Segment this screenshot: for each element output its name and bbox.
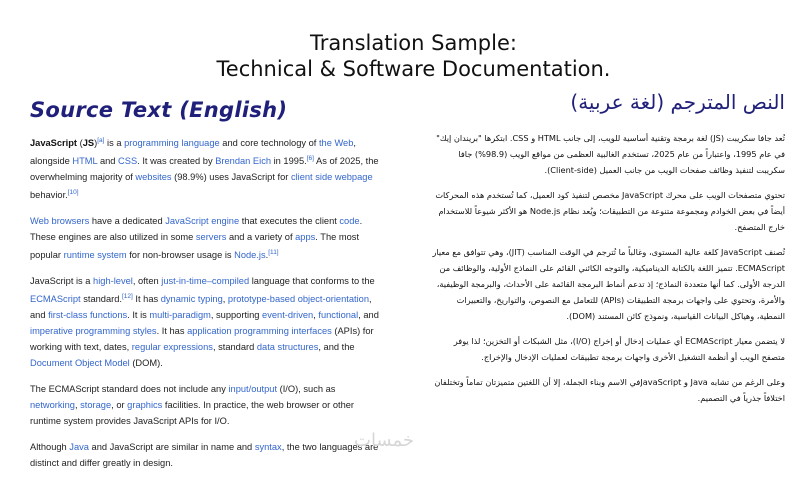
title-line-2: Technical & Software Documentation.: [216, 57, 611, 81]
text: (I/O), such as: [277, 384, 336, 395]
link[interactable]: regular expressions: [131, 342, 213, 353]
text: , or: [111, 400, 128, 411]
text: and core technology of: [219, 138, 319, 149]
link[interactable]: Brendan Eich: [215, 156, 272, 167]
link[interactable]: Web browsers: [30, 216, 90, 227]
title-line-1: Translation Sample:: [310, 31, 517, 55]
text: . The most popular: [30, 232, 360, 261]
text: have a dedicated: [89, 216, 166, 227]
text: (DOM).: [129, 358, 163, 369]
link[interactable]: input/output: [228, 384, 278, 395]
footnote-link[interactable]: [a]: [97, 137, 105, 144]
link[interactable]: syntax: [254, 442, 282, 453]
text: . These engines are also utilized in some: [30, 216, 363, 243]
text: Although: [30, 442, 70, 453]
link[interactable]: application programming interfaces: [187, 326, 332, 337]
translated-paragraph-4: لا يتضمن معيار ECMAScript أي عمليات إدخال أو إخراج (I/O)، مثل الشبكات أو التخزين؛ لذا يوفر متصفح الويب أو أنظمة التشغيل الأخرى واجهات برمجة تطبيقات لعمليات الإدخال والإخراج.: [453, 336, 785, 362]
text: . It was created by: [137, 156, 216, 167]
text: is a: [104, 138, 125, 149]
link[interactable]: JavaScript engine: [165, 216, 240, 227]
text: ,: [222, 294, 228, 305]
translated-heading: النص المترجم (لغة عربية): [570, 90, 785, 114]
text: ,: [74, 400, 81, 411]
text: and JavaScript are similar in name and: [88, 442, 255, 453]
source-paragraph-2: [30, 213, 385, 263]
translated-paragraph-3: تُصنف JavaScript كلغة عالية المستوى، وغالباً ما تُترجم في الوقت المناسب (JIT)، وهي تتوافق مع معيار ECMAScript. تتميز اللغة بالكتابة الديناميكية، والتوجه الكائني القائم على النماذج الأولية، والوظائف من الدرجة الأولى. كما أنها متعددة النماذج؛ إذ تدعم أنماط البرمجة القائمة على الأحداث، والبرمجة الوظيفية، والأمرة، وتحتوي على واجهات برمجة التطبيقات (APIs) للتعامل مع النصوص، والتواريخ، والتعبيرات النمطية، وهياكل البيانات القياسية، ونموذج كائن المستند (DOM).: [432, 247, 785, 321]
text: facilities. In practice, the web browser or other runtime system provides JavaScript APIs for I/O.: [30, 400, 355, 427]
footnote-link[interactable]: [6]: [306, 155, 314, 163]
link[interactable]: first-class functions: [48, 310, 128, 321]
text: (APIs) for working with text, dates,: [30, 326, 374, 353]
source-paragraph-5: [30, 439, 385, 471]
text: and: [97, 156, 119, 167]
term-js: JS: [82, 138, 95, 149]
term-javascript: JavaScript: [30, 138, 78, 149]
text: , the two languages are distinct and differ greatly in design.: [30, 442, 379, 469]
link[interactable]: imperative programming styles: [30, 326, 157, 337]
text: , alongside: [30, 138, 356, 167]
link[interactable]: the Web: [318, 138, 354, 149]
footnote-link[interactable]: [11]: [268, 249, 279, 257]
link[interactable]: apps: [295, 232, 316, 243]
text: standard.: [80, 294, 122, 305]
text: ): [94, 138, 98, 149]
text: (: [77, 138, 83, 149]
text: JavaScript is a: [30, 276, 94, 287]
footnote-link[interactable]: [12]: [121, 293, 133, 301]
text: ,: [313, 310, 319, 321]
text: (98.9%) uses JavaScript for: [171, 172, 291, 183]
link[interactable]: dynamic typing: [160, 294, 223, 305]
text: .: [265, 250, 269, 261]
text: , often: [132, 276, 162, 287]
link[interactable]: storage: [80, 400, 112, 411]
text: . It has: [156, 326, 188, 337]
source-paragraph-1: [30, 133, 385, 203]
text: , and: [30, 294, 372, 321]
text: language that conforms to the: [249, 276, 375, 287]
text: , supporting: [210, 310, 263, 321]
text: . It is: [127, 310, 150, 321]
link[interactable]: high-level: [93, 276, 133, 287]
source-heading: Source Text (English): [30, 98, 288, 122]
link[interactable]: Java: [69, 442, 89, 453]
link[interactable]: event-driven: [262, 310, 314, 321]
text: , standard: [212, 342, 257, 353]
link[interactable]: multi-paradigm: [149, 310, 211, 321]
text: for non-browser usage is: [126, 250, 235, 261]
text: in 1995.: [271, 156, 307, 167]
source-paragraph-4: [30, 381, 385, 429]
translated-paragraph-2: تحتوي متصفحات الويب على محرك JavaScript مخصص لتنفيذ كود العميل، كما تُستخدم هذه المحركات أيضاً في بعض الخوادم ومجموعة متنوعة من التطبيقات؛ ويُعد نظام Node.js هو الأكثر شيوعاً للاستخدام خارج المتصفح.: [435, 190, 785, 232]
link[interactable]: prototype-based object-orientation: [227, 294, 370, 305]
link[interactable]: just-in-time–compiled: [161, 276, 250, 287]
footnote-link[interactable]: [10]: [67, 189, 79, 197]
source-text-column: [30, 98, 385, 481]
source-paragraph-3: [30, 273, 385, 371]
translated-paragraph-5: وعلى الرغم من تشابه Java و JavaScriptفي الاسم وبناء الجملة، إلا أن اللغتين متميزتان تماماً وتختلفان اختلافاً جذرياً في التصميم.: [434, 377, 785, 403]
link[interactable]: data structures: [256, 342, 319, 353]
text: and a variety of: [226, 232, 296, 243]
link[interactable]: runtime system: [63, 250, 127, 261]
link[interactable]: Node.js: [234, 250, 266, 261]
text: The ECMAScript standard does not include any: [30, 384, 229, 395]
text: , and the: [318, 342, 355, 353]
link[interactable]: servers: [195, 232, 227, 243]
link[interactable]: functional: [318, 310, 359, 321]
page-title: [0, 30, 807, 82]
text: that executes the client: [239, 216, 340, 227]
link[interactable]: client side: [290, 172, 333, 183]
translated-text-column: [430, 90, 785, 415]
link[interactable]: graphics: [127, 400, 163, 411]
link[interactable]: programming language: [124, 138, 220, 149]
link[interactable]: networking: [30, 400, 75, 411]
link[interactable]: webpage: [334, 172, 373, 183]
text: , and: [358, 310, 379, 321]
text: behavior.: [30, 190, 68, 201]
link[interactable]: HTML: [72, 156, 98, 167]
link[interactable]: CSS: [118, 156, 138, 167]
text: It has: [132, 294, 161, 305]
link[interactable]: ECMAScript: [30, 294, 81, 305]
translated-paragraph-1: تُعد جافا سكريبت (JS) لغة برمجة وتقنية أساسية للويب، إلى جانب HTML و CSS. ابتكرها "بريندان إيك" في عام 1995، واعتباراً من عام 2025، تستخدم الغالبية العظمى من مواقع الويب (98.9%) جافا سكريبت لتنفيذ وظائف صفحات الويب من جانب العميل (Client-side).: [436, 133, 785, 175]
link[interactable]: Document Object Model: [30, 358, 130, 369]
link[interactable]: code: [339, 216, 360, 227]
link[interactable]: websites: [135, 172, 172, 183]
watermark-logo: خمسات: [354, 430, 415, 451]
text: As of 2025, the overwhelming majority of: [30, 156, 379, 183]
